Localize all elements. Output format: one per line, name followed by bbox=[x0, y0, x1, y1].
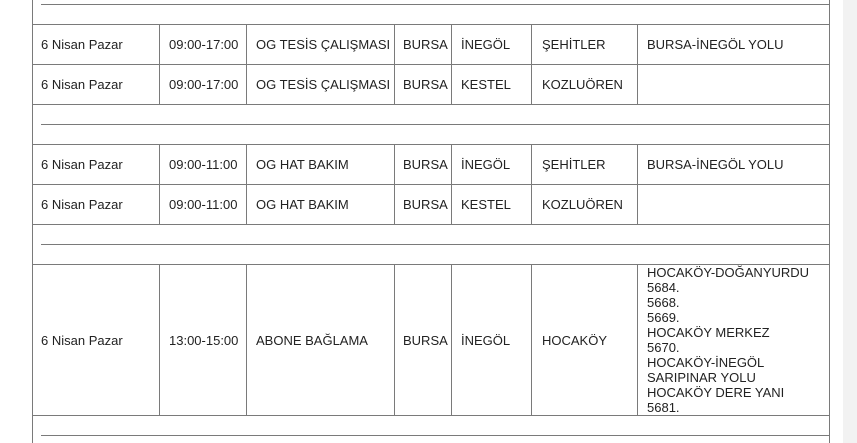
street-line: 5669. bbox=[647, 310, 680, 325]
spacer-line bbox=[41, 4, 830, 5]
street-cell: BURSA-İNEGÖL YOLU bbox=[647, 37, 784, 52]
neighborhood-cell: KOZLUÖREN bbox=[542, 197, 623, 212]
district-cell: KESTEL bbox=[461, 197, 511, 212]
work-cell: OG TESİS ÇALIŞMASI bbox=[256, 77, 391, 92]
table-border-right bbox=[829, 0, 830, 443]
time-cell: 09:00-11:00 bbox=[169, 197, 238, 212]
street-line: HOCAKÖY MERKEZ bbox=[647, 325, 770, 340]
spacer-line bbox=[41, 124, 830, 125]
street-line: SARIPINAR YOLU bbox=[647, 370, 756, 385]
street-line: HOCAKÖY-İNEGÖL bbox=[647, 355, 765, 370]
street-cell-multiline bbox=[647, 265, 823, 415]
table-border-left bbox=[32, 0, 33, 443]
street-line: HOCAKÖY-DOĞANYURDU bbox=[647, 265, 810, 280]
time-cell: 09:00-17:00 bbox=[169, 77, 239, 92]
neighborhood-cell: HOCAKÖY bbox=[542, 333, 608, 348]
spacer-line bbox=[41, 244, 830, 245]
street-line: 5668. bbox=[647, 295, 680, 310]
time-cell: 09:00-11:00 bbox=[169, 157, 238, 172]
date-cell: 6 Nisan Pazar bbox=[41, 157, 123, 172]
city-cell: BURSA bbox=[403, 197, 448, 212]
street-line: 5681. bbox=[647, 400, 680, 415]
neighborhood-cell: ŞEHİTLER bbox=[542, 37, 606, 52]
street-line: HOCAKÖY DERE YANI bbox=[647, 385, 785, 400]
street-cell: BURSA-İNEGÖL YOLU bbox=[647, 157, 784, 172]
work-cell: ABONE BAĞLAMA bbox=[256, 333, 368, 348]
neighborhood-cell: ŞEHİTLER bbox=[542, 157, 606, 172]
row-divider bbox=[32, 24, 830, 25]
city-cell: BURSA bbox=[403, 333, 448, 348]
district-cell: İNEGÖL bbox=[461, 157, 511, 172]
work-cell: OG HAT BAKIM bbox=[256, 157, 349, 172]
district-cell: KESTEL bbox=[461, 77, 511, 92]
spacer-line bbox=[41, 435, 830, 436]
street-line: 5684. bbox=[647, 280, 680, 295]
time-cell: 09:00-17:00 bbox=[169, 37, 239, 52]
time-cell: 13:00-15:00 bbox=[169, 333, 239, 348]
street-line: 5670. bbox=[647, 340, 680, 355]
district-cell: İNEGÖL bbox=[461, 333, 511, 348]
neighborhood-cell: KOZLUÖREN bbox=[542, 77, 623, 92]
district-cell: İNEGÖL bbox=[461, 37, 511, 52]
date-cell: 6 Nisan Pazar bbox=[41, 333, 123, 348]
date-cell: 6 Nisan Pazar bbox=[41, 37, 123, 52]
work-cell: OG TESİS ÇALIŞMASI bbox=[256, 37, 391, 52]
city-cell: BURSA bbox=[403, 77, 448, 92]
date-cell: 6 Nisan Pazar bbox=[41, 197, 123, 212]
work-cell: OG HAT BAKIM bbox=[256, 197, 349, 212]
city-cell: BURSA bbox=[403, 157, 448, 172]
city-cell: BURSA bbox=[403, 37, 448, 52]
date-cell: 6 Nisan Pazar bbox=[41, 77, 123, 92]
